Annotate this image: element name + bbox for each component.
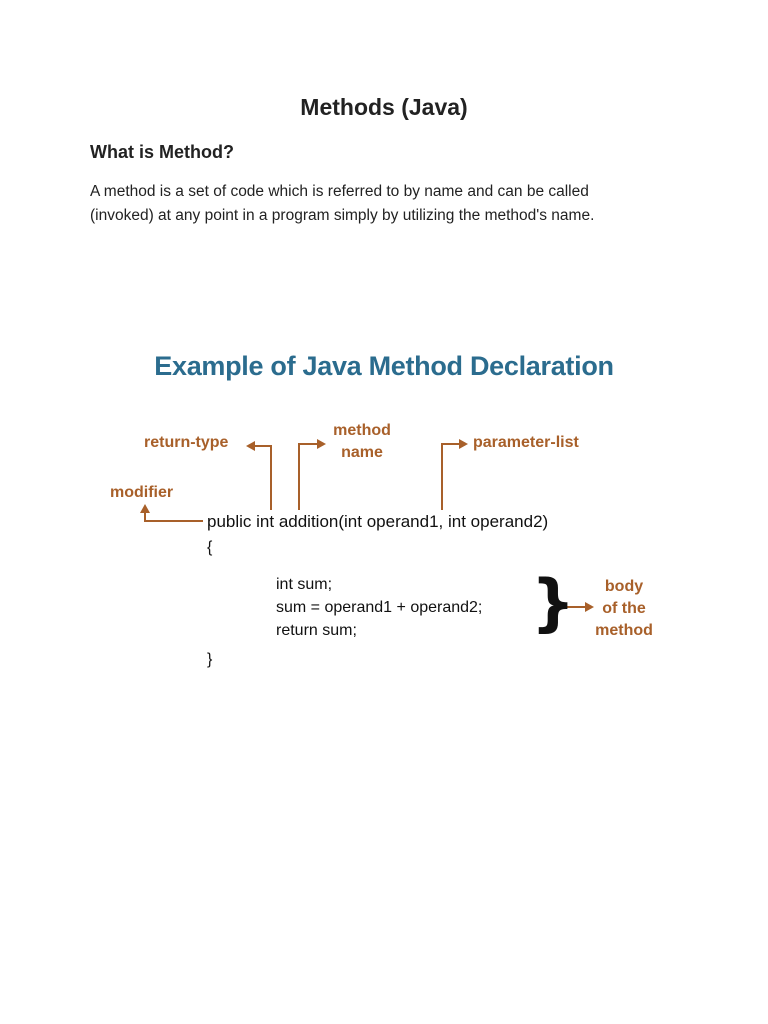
intro-line-1: A method is a set of code which is referred to by name and can be called — [90, 183, 589, 200]
return-type-arrow — [254, 446, 271, 510]
return-type-arrowhead — [246, 441, 255, 451]
modifier-label: modifier — [110, 484, 174, 501]
parameter-list-label: parameter-list — [473, 434, 579, 451]
page-title: Methods (Java) — [300, 94, 468, 120]
code-line-3: return sum; — [276, 622, 357, 639]
code-line-1: int sum; — [276, 576, 333, 593]
intro-line-2: (invoked) at any point in a program simply by utilizing the method's name. — [90, 207, 595, 224]
parameter-list-arrow — [442, 444, 460, 510]
return-type-label: return-type — [144, 434, 229, 451]
body-label-line2: of the — [602, 600, 646, 617]
method-name-label-line2: name — [341, 444, 383, 461]
method-name-label — [328, 420, 396, 464]
intro-paragraph — [90, 180, 690, 228]
diagram-title: Example of Java Method Declaration — [154, 351, 614, 381]
open-brace: { — [207, 539, 213, 556]
method-name-arrowhead — [317, 439, 326, 449]
code-line-2: sum = operand1 + operand2; — [276, 599, 483, 616]
close-brace: } — [207, 651, 213, 668]
modifier-arrowhead — [140, 504, 150, 513]
section-heading: What is Method? — [90, 142, 234, 162]
parameter-list-arrowhead — [459, 439, 468, 449]
method-name-arrow — [299, 444, 318, 510]
method-name-label-line1: method — [333, 422, 391, 439]
method-signature: public int addition(int operand1, int operand2) — [207, 512, 549, 531]
body-curly-brace: } — [531, 566, 576, 639]
body-label-line3: method — [595, 622, 653, 639]
modifier-arrow — [145, 512, 203, 521]
body-label — [588, 576, 660, 642]
body-label-line1: body — [604, 578, 644, 595]
method-declaration-diagram — [0, 340, 768, 680]
